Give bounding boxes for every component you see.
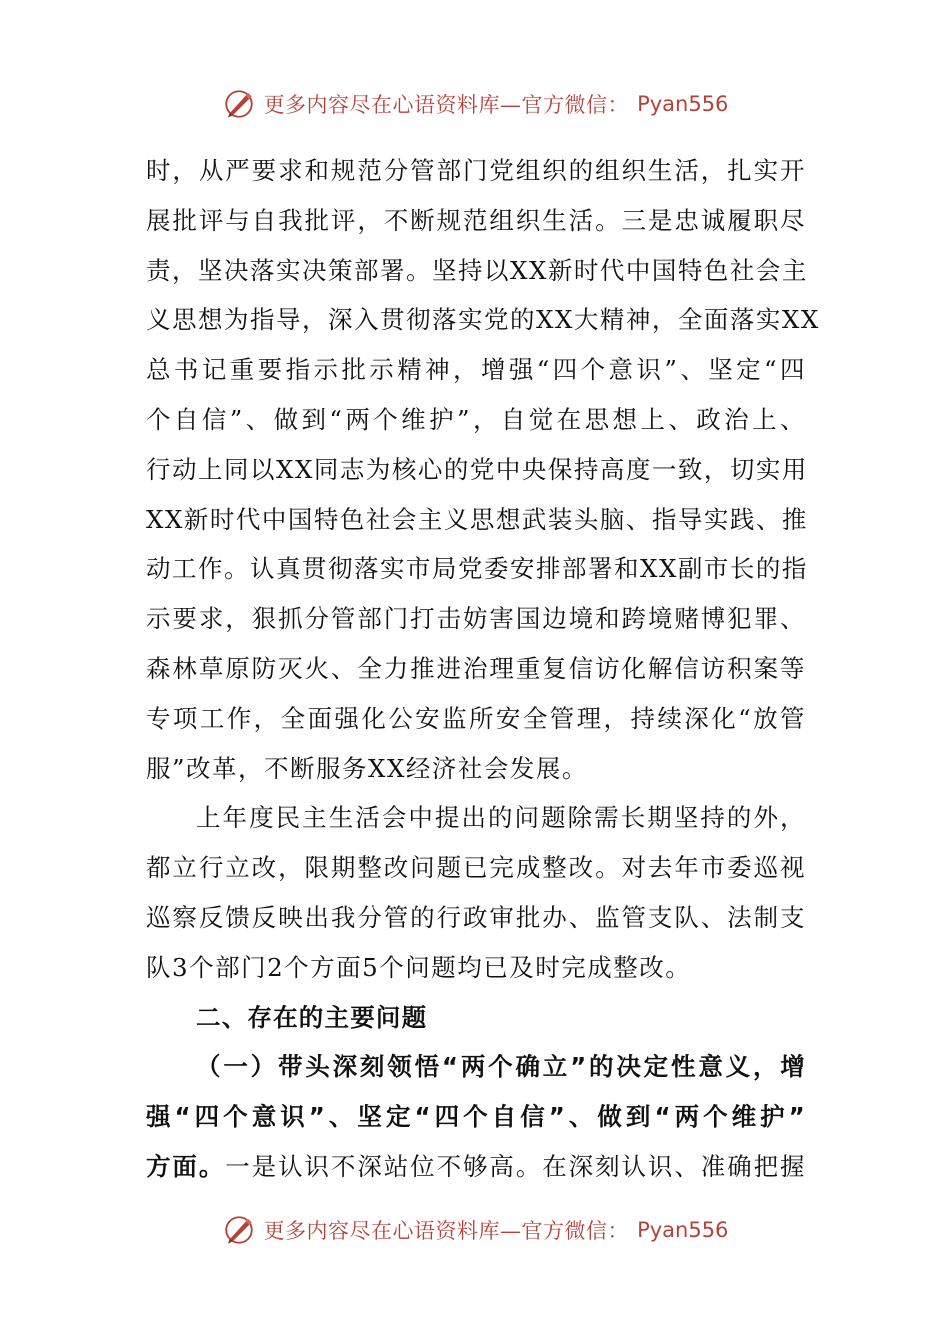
pen-logo-icon bbox=[222, 87, 256, 121]
section-heading: 二、存在的主要问题 bbox=[196, 1002, 428, 1032]
body-line: 都立行立改，限期整改问题已完成整改。对去年市委巡视 bbox=[146, 853, 806, 883]
body-line: 责，坚决落实决策部署。坚持以XX新时代中国特色社会主 bbox=[146, 255, 808, 285]
sub-heading-line: 强“四个意识”、坚定“四个自信”、做到“两个维护” bbox=[146, 1102, 806, 1132]
body-line: XX新时代中国特色社会主义思想武装头脑、指导实践、推 bbox=[146, 504, 808, 534]
watermark-text: 更多内容尽在心语资料库—官方微信： bbox=[263, 93, 630, 117]
body-line: 展批评与自我批评，不断规范组织生活。三是忠诚履职尽 bbox=[146, 205, 806, 235]
body-line: 专项工作，全面强化公安监所安全管理，持续深化“放管 bbox=[146, 703, 806, 733]
watermark-text: 更多内容尽在心语资料库—官方微信： bbox=[263, 1219, 630, 1243]
body-line: 森林草原防灭火、全力推进治理重复信访化解信访积案等 bbox=[146, 653, 806, 683]
watermark-wechat-id: Pyan556 bbox=[637, 1218, 729, 1242]
sub-heading-tail: 方面。 bbox=[146, 1151, 226, 1181]
body-line: 时，从严要求和规范分管部门党组织的组织生活，扎实开 bbox=[146, 156, 806, 185]
document-body bbox=[146, 146, 820, 1192]
body-line: 行动上同以XX同志为核心的党中央保持高度一致，切实用 bbox=[146, 454, 808, 484]
body-line: 示要求，狠抓分管部门打击妨害国边境和跨境赌博犯罪、 bbox=[146, 604, 806, 634]
body-line: 个自信”、做到“两个维护”，自觉在思想上、政治上、 bbox=[146, 404, 806, 434]
sub-heading-line: （一）带头深刻领悟“两个确立”的决定性意义，增 bbox=[196, 1052, 806, 1082]
body-line: 总书记重要指示批示精神，增强“四个意识”、坚定“四 bbox=[146, 355, 806, 385]
body-line: 队3个部门2个方面5个问题均已及时完成整改。 bbox=[146, 952, 692, 982]
body-line: 动工作。认真贯彻落实市局党委安排部署和XX副市长的指 bbox=[146, 554, 808, 584]
watermark-inner bbox=[222, 87, 729, 121]
body-text-continuation: 一是认识不深站位不够高。在深刻认识、准确把握 bbox=[225, 1151, 806, 1181]
body-line: 巡察反馈反映出我分管的行政审批办、监管支队、法制支 bbox=[146, 902, 806, 932]
body-line: 上年度民主生活会中提出的问题除需长期坚持的外， bbox=[196, 803, 806, 833]
body-line: 服”改革，不断服务XX经济社会发展。 bbox=[146, 753, 588, 783]
watermark-footer bbox=[0, 1210, 950, 1250]
body-line: 义思想为指导，深入贯彻落实党的XX大精神，全面落实XX bbox=[146, 305, 820, 335]
watermark-header bbox=[0, 84, 950, 124]
watermark-inner bbox=[222, 1213, 729, 1247]
sub-heading-line-mixed bbox=[146, 1142, 806, 1192]
watermark-wechat-id: Pyan556 bbox=[637, 92, 729, 116]
pen-logo-icon bbox=[222, 1213, 256, 1247]
